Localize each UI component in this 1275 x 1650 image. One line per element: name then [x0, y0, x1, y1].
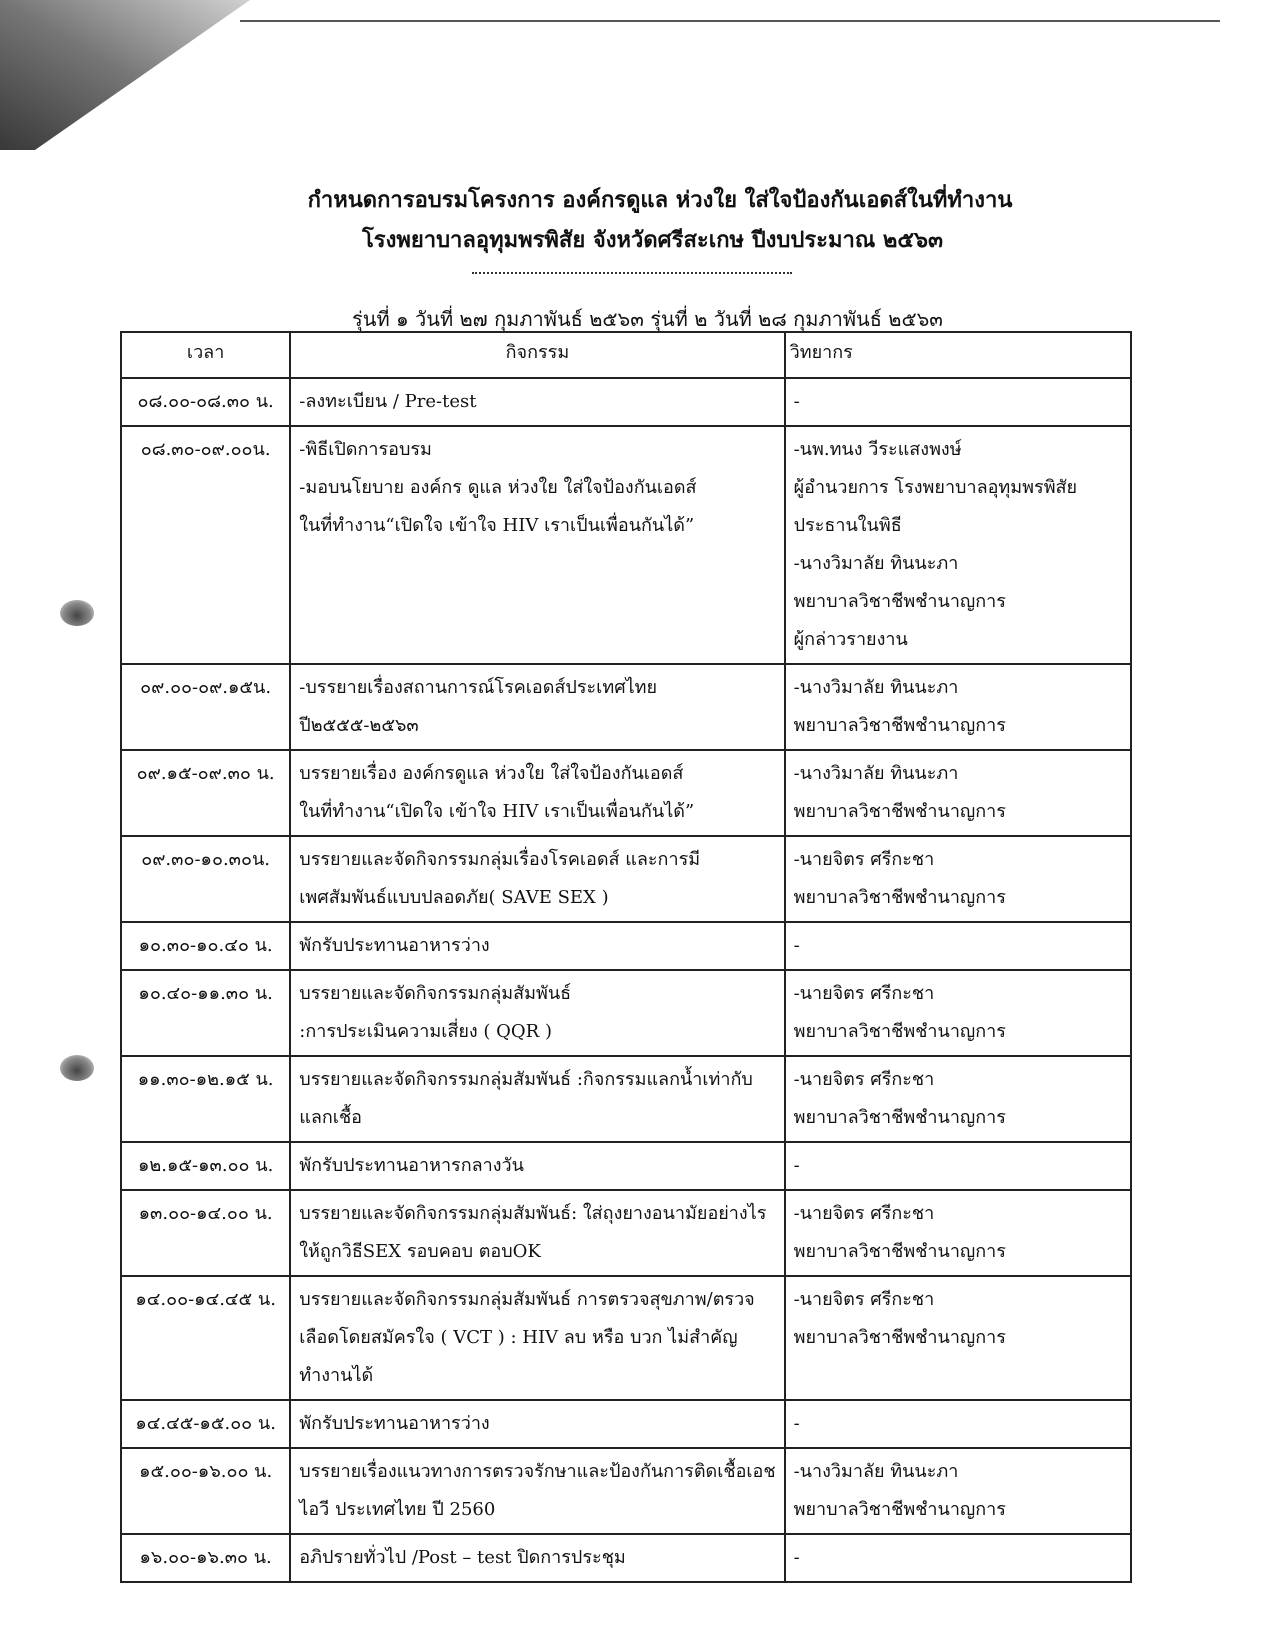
speaker-line: -: [793, 1547, 800, 1568]
activity-cell: [290, 970, 784, 1056]
speaker-cell: [785, 750, 1131, 836]
activity-line: พักรับประทานอาหารว่าง: [299, 935, 490, 956]
speaker-line: พยาบาลวิชาชีพชำนาญการ: [793, 1499, 1006, 1520]
time-cell: ๑๖.๐๐-๑๖.๓๐ น.: [121, 1534, 290, 1582]
activity-line: บรรยายและจัดกิจกรรมกลุ่มสัมพันธ์ การตรวจสุขภาพ/ตรวจ: [299, 1289, 755, 1310]
speaker-line: -นพ.ทนง วีระแสงพงษ์: [793, 439, 962, 460]
time-cell: ๑๒.๑๕-๑๓.๐๐ น.: [121, 1142, 290, 1190]
header-activity: กิจกรรม: [290, 332, 784, 378]
activity-cell: [290, 750, 784, 836]
title-line-1: กำหนดการอบรมโครงการ องค์กรดูแล ห่วงใย ใส่ใจป้องกันเอดส์ในที่ทำงาน: [307, 187, 1013, 213]
speaker-line: ผู้กล่าวรายงาน: [793, 629, 908, 650]
table-row: [121, 664, 1131, 750]
speaker-line: -: [793, 1413, 800, 1434]
speaker-line: ผู้อำนวยการ โรงพยาบาลอุทุมพรพิสัย: [793, 477, 1078, 498]
speaker-line: พยาบาลวิชาชีพชำนาญการ: [793, 887, 1006, 908]
table-row: [121, 426, 1131, 664]
activity-line: -มอบนโยบาย องค์กร ดูแล ห่วงใย ใส่ใจป้องกันเอดส์: [299, 477, 697, 498]
speaker-line: พยาบาลวิชาชีพชำนาญการ: [793, 591, 1006, 612]
activity-line: ปี๒๕๕๕-๒๕๖๓: [299, 715, 419, 736]
activity-line: พักรับประทานอาหารว่าง: [299, 1413, 490, 1434]
table-row: [121, 378, 1131, 426]
table-row: [121, 836, 1131, 922]
table-row: [121, 922, 1131, 970]
activity-line: บรรยายและจัดกิจกรรมกลุ่มสัมพันธ์: ใส่ถุงยางอนามัยอย่างไร: [299, 1203, 767, 1224]
session-info: รุ่นที่ ๑ วันที่ ๒๗ กุมภาพันธ์ ๒๕๖๓ รุ่นที่ ๒ วันที่ ๒๘ กุมภาพันธ์ ๒๕๖๓: [352, 307, 943, 331]
punch-hole: [60, 1055, 94, 1081]
schedule-rows: [121, 378, 1131, 1582]
speaker-cell: [785, 1534, 1131, 1582]
activity-line: แลกเชื้อ: [299, 1107, 362, 1128]
time-cell: ๑๑.๓๐-๑๒.๑๕ น.: [121, 1056, 290, 1142]
scan-top-edge: [240, 20, 1220, 22]
folded-corner-shadow: [0, 0, 260, 160]
speaker-cell: [785, 1190, 1131, 1276]
speaker-line: -: [793, 391, 800, 412]
activity-line: -บรรยายเรื่องสถานการณ์โรคเอดส์ประเทศไทย: [299, 677, 658, 698]
activity-line: เพศสัมพันธ์แบบปลอดภัย( SAVE SEX ): [299, 887, 609, 908]
speaker-cell: [785, 378, 1131, 426]
table-row: [121, 1142, 1131, 1190]
activity-line: บรรยายเรื่องแนวทางการตรวจรักษาและป้องกันการติดเชื้อเอช: [299, 1461, 776, 1482]
speaker-cell: [785, 1142, 1131, 1190]
activity-cell: [290, 426, 784, 664]
speaker-cell: [785, 922, 1131, 970]
speaker-line: -นางวิมาลัย ทินนะภา: [793, 763, 959, 784]
table-row: [121, 1400, 1131, 1448]
activity-cell: [290, 1056, 784, 1142]
schedule-table: [120, 331, 1132, 1583]
speaker-line: -นายจิตร ศรีกะชา: [793, 849, 935, 870]
speaker-line: -นางวิมาลัย ทินนะภา: [793, 1461, 959, 1482]
activity-line: ให้ถูกวิธีSEX รอบคอบ ตอบOK: [299, 1241, 541, 1262]
speaker-line: -: [793, 935, 800, 956]
activity-line: ในที่ทำงาน“เปิดใจ เข้าใจ HIV เราเป็นเพื่อนกันได้”: [299, 515, 695, 536]
speaker-line: -นายจิตร ศรีกะชา: [793, 1289, 935, 1310]
speaker-line: พยาบาลวิชาชีพชำนาญการ: [793, 1327, 1006, 1348]
speaker-cell: [785, 1448, 1131, 1534]
table-row: [121, 750, 1131, 836]
activity-cell: [290, 1142, 784, 1190]
speaker-line: -นายจิตร ศรีกะชา: [793, 1203, 935, 1224]
table-row: [121, 1190, 1131, 1276]
table-row: [121, 1448, 1131, 1534]
time-cell: ๐๙.๑๕-๐๙.๓๐ น.: [121, 750, 290, 836]
dotted-separator: [472, 270, 792, 274]
activity-cell: [290, 1276, 784, 1400]
header-speaker: วิทยากร: [785, 332, 1131, 378]
activity-line: :การประเมินความเสี่ยง ( QQR ): [299, 1021, 552, 1042]
speaker-line: -นางวิมาลัย ทินนะภา: [793, 553, 959, 574]
speaker-line: -นางวิมาลัย ทินนะภา: [793, 677, 959, 698]
activity-line: ไอวี ประเทศไทย ปี 2560: [299, 1499, 496, 1520]
table-row: [121, 1276, 1131, 1400]
time-cell: ๑๕.๐๐-๑๖.๐๐ น.: [121, 1448, 290, 1534]
time-cell: ๐๙.๓๐-๑๐.๓๐น.: [121, 836, 290, 922]
header-time: เวลา: [121, 332, 290, 378]
speaker-cell: [785, 1276, 1131, 1400]
activity-line: เลือดโดยสมัครใจ ( VCT ) : HIV ลบ หรือ บวก ไม่สำคัญ: [299, 1327, 738, 1348]
activity-line: ในที่ทำงาน“เปิดใจ เข้าใจ HIV เราเป็นเพื่อนกันได้”: [299, 801, 695, 822]
speaker-line: พยาบาลวิชาชีพชำนาญการ: [793, 715, 1006, 736]
speaker-line: พยาบาลวิชาชีพชำนาญการ: [793, 1241, 1006, 1262]
time-cell: ๑๐.๓๐-๑๐.๔๐ น.: [121, 922, 290, 970]
activity-cell: [290, 1190, 784, 1276]
document-title: [0, 180, 1275, 260]
speaker-line: พยาบาลวิชาชีพชำนาญการ: [793, 801, 1006, 822]
activity-line: อภิปรายทั่วไป /Post – test ปิดการประชุม: [299, 1547, 626, 1568]
time-cell: ๑๓.๐๐-๑๔.๐๐ น.: [121, 1190, 290, 1276]
activity-line: บรรยายเรื่อง องค์กรดูแล ห่วงใย ใส่ใจป้องกันเอดส์: [299, 763, 684, 784]
time-cell: ๑๔.๔๕-๑๕.๐๐ น.: [121, 1400, 290, 1448]
time-cell: ๐๘.๓๐-๐๙.๐๐น.: [121, 426, 290, 664]
time-cell: ๐๙.๐๐-๐๙.๑๕น.: [121, 664, 290, 750]
activity-cell: [290, 922, 784, 970]
activity-line: -ลงทะเบียน / Pre-test: [299, 391, 477, 412]
activity-cell: [290, 1448, 784, 1534]
activity-line: -พิธีเปิดการอบรม: [299, 439, 432, 460]
activity-line: บรรยายและจัดกิจกรรมกลุ่มสัมพันธ์: [299, 983, 572, 1004]
activity-line: ทำงานได้: [299, 1365, 374, 1386]
speaker-line: -นายจิตร ศรีกะชา: [793, 1069, 935, 1090]
activity-cell: [290, 664, 784, 750]
speaker-line: -นายจิตร ศรีกะชา: [793, 983, 935, 1004]
speaker-line: พยาบาลวิชาชีพชำนาญการ: [793, 1021, 1006, 1042]
speaker-cell: [785, 1056, 1131, 1142]
speaker-cell: [785, 970, 1131, 1056]
speaker-cell: [785, 664, 1131, 750]
activity-line: บรรยายและจัดกิจกรรมกลุ่มสัมพันธ์ :กิจกรรมแลกน้ำเท่ากับ: [299, 1069, 753, 1090]
activity-cell: [290, 1400, 784, 1448]
activity-line: พักรับประทานอาหารกลางวัน: [299, 1155, 524, 1176]
speaker-cell: [785, 426, 1131, 664]
speaker-line: ประธานในพิธี: [793, 515, 902, 536]
punch-hole: [60, 600, 94, 626]
table-row: [121, 1056, 1131, 1142]
title-line-2: โรงพยาบาลอุทุมพรพิสัย จังหวัดศรีสะเกษ ปีงบประมาณ ๒๕๖๓: [361, 227, 944, 253]
time-cell: ๑๐.๔๐-๑๑.๓๐ น.: [121, 970, 290, 1056]
speaker-cell: [785, 1400, 1131, 1448]
speaker-line: -: [793, 1155, 800, 1176]
table-header-row: [121, 332, 1131, 378]
table-row: [121, 1534, 1131, 1582]
activity-cell: [290, 836, 784, 922]
activity-cell: [290, 1534, 784, 1582]
time-cell: ๑๔.๐๐-๑๔.๔๕ น.: [121, 1276, 290, 1400]
speaker-line: พยาบาลวิชาชีพชำนาญการ: [793, 1107, 1006, 1128]
activity-line: บรรยายและจัดกิจกรรมกลุ่มเรื่องโรคเอดส์ และการมี: [299, 849, 701, 870]
time-cell: ๐๘.๐๐-๐๘.๓๐ น.: [121, 378, 290, 426]
speaker-cell: [785, 836, 1131, 922]
table-row: [121, 970, 1131, 1056]
activity-cell: [290, 378, 784, 426]
